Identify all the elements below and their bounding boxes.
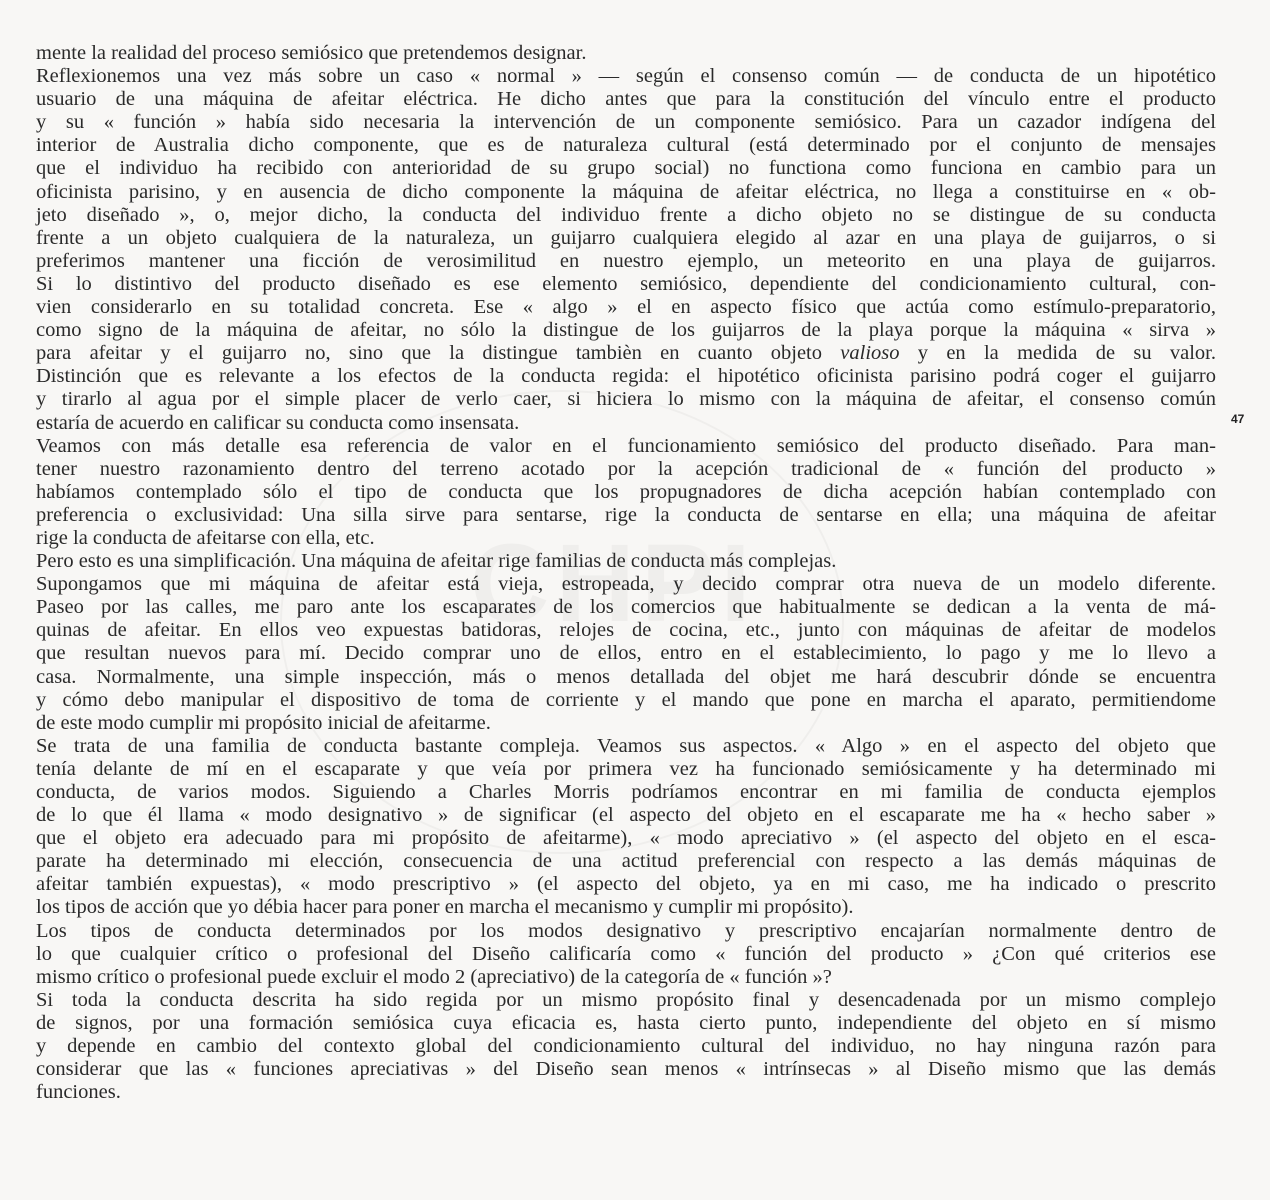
text-line: y depende en cambio del contexto global del condicionamiento cultural del individuo, no hay ninguna razón para: [36, 1035, 1216, 1058]
text-line: tener nuestro razonamiento dentro del terreno acotado por la acepción tradicional de « función del producto »: [36, 457, 1216, 480]
text-line: jeto diseñado », o, mejor dicho, la conducta del individuo frente a dicho objeto no se distingue de su conducta: [36, 203, 1216, 226]
text-line: habíamos contemplado sólo el tipo de conducta que los propugnadores de dicha acepción habían contemplado con: [36, 480, 1216, 503]
text-line: usuario de una máquina de afeitar eléctrica. He dicho antes que para la constitución del vínculo entre el producto: [36, 88, 1216, 111]
text-line: lo que cualquier crítico o profesional del Diseño calificaría como « función del producto » ¿Con qué criterios ese: [36, 942, 1216, 965]
text-line: vien considerarlo en su totalidad concreta. Ese « algo » el en aspecto físico que actúa como estímulo-preparatorio,: [36, 296, 1216, 319]
text-line: y cómo debo manipular el dispositivo de toma de corriente y el mando que pone en marcha el aparato, permitiendome: [36, 688, 1216, 711]
text-line: que el individuo ha recibido con anterioridad de su grupo social) no functiona como funciona en cambio para un: [36, 157, 1216, 180]
text-line: Supongamos que mi máquina de afeitar está vieja, estropeada, y decido comprar otra nueva de un modelo diferente.: [36, 573, 1216, 596]
text-line: Paseo por las calles, me paro ante los escaparates de los comercios que habitualmente se dedican a la venta de má-: [36, 596, 1216, 619]
text-line: y su « función » había sido necesaria la intervención de un componente semiósico. Para un cazador indígena del: [36, 111, 1216, 134]
text-line: oficinista parisino, y en ausencia de dicho componente la máquina de afeitar eléctrica, no llega a constituirse en « ob-: [36, 180, 1216, 203]
text-line: interior de Australia dicho componente, que es de naturaleza cultural (está determinado por el conjunto de mensajes: [36, 134, 1216, 157]
text-line: tenía delante de mí en el escaparate y que veía por primera vez ha funcionado semiósicamente y ha determinado mi: [36, 757, 1216, 780]
text-line: mente la realidad del proceso semiósico que pretendemos designar.: [36, 42, 587, 64]
text-line: de signos, por una formación semiósica cuya eficacia es, hasta cierto punto, independiente del objeto en sí mismo: [36, 1011, 1216, 1034]
text-line: preferencia o exclusividad: Una silla sirve para sentarse, rige la conducta de sentarse en ella; una máquina de afeitar: [36, 503, 1216, 526]
text-line: para afeitar y el guijarro no, sino que la distingue tambièn en cuanto objeto valioso y en la medida de su valor.: [36, 342, 1216, 365]
text-line: Distinción que es relevante a los efectos de la conducta regida: el hipotético oficinista parisino podrá coger el guijarro: [36, 365, 1216, 388]
text-line: preferimos mantener una ficción de verosimilitud en nuestro ejemplo, un meteorito en una playa de guijarros.: [36, 249, 1216, 272]
text-line: Si toda la conducta descrita ha sido regida por un mismo propósito final y desencadenada por un mismo complejo: [36, 988, 1216, 1011]
text-line: funciones.: [36, 1081, 121, 1104]
text-line: parate ha determinado mi elección, consecuencia de una actitud preferencial con respecto a las demás máquinas de: [36, 850, 1216, 873]
text-line: Veamos con más detalle esa referencia de valor en el funcionamiento semiósico del producto diseñado. Para man-: [36, 434, 1216, 457]
body-text: [36, 42, 1216, 1104]
text-line: Los tipos de conducta determinados por los modos designativo y prescriptivo encajarían normalmente dentro de: [36, 919, 1216, 942]
text-line: considerar que las « funciones apreciativas » del Diseño sean menos « intrínsecas » al Diseño mismo que las demás: [36, 1058, 1216, 1081]
emphasis-word: valioso: [840, 342, 900, 365]
text-line: y tirarlo al agua por el simple placer de verlo caer, si hiciera lo mismo con la máquina de afeitar, el consenso común: [36, 388, 1216, 411]
text-line: Reflexionemos una vez más sobre un caso « normal » — según el consenso común — de conducta de un hipotético: [36, 65, 1216, 88]
text-line: mismo crítico o profesional puede excluir el modo 2 (apreciativo) de la categoría de « función »?: [36, 965, 832, 988]
text-line: Se trata de una familia de conducta bastante compleja. Veamos sus aspectos. « Algo » en el aspecto del objeto que: [36, 734, 1216, 757]
text-line: quinas de afeitar. En ellos veo expuestas batidoras, relojes de cocina, etc., junto con máquinas de afeitar de modelos: [36, 619, 1216, 642]
text-line: conducta, de varios modos. Siguiendo a Charles Morris podríamos encontrar en mi familia de conducta ejemplos: [36, 781, 1216, 803]
text-line: que resultan nuevos para mí. Decido comprar uno de ellos, entro en el establecimiento, lo pago y me lo llevo a: [36, 642, 1216, 665]
text-line: de lo que él llama « modo designativo » de significar (el aspecto del objeto en el escaparate me ha « hecho saber »: [36, 804, 1216, 827]
text-line: afeitar también expuestas), « modo prescriptivo » (el aspecto del objeto, ya en mi caso, me ha indicado o prescrito: [36, 873, 1216, 896]
text-line: frente a un objeto cualquiera de la naturaleza, un guijarro cualquiera elegido al azar en una playa de guijarros, o si: [36, 226, 1216, 249]
text-line: casa. Normalmente, una simple inspección, más o menos detallada del objet me hará descubrir dónde se encuentra: [36, 665, 1216, 688]
text-line: Pero esto es una simplificación. Una máquina de afeitar rige familias de conducta más complejas.: [36, 550, 837, 573]
text-line: Si lo distintivo del producto diseñado es ese elemento semiósico, dependiente del condicionamiento cultural, con-: [36, 272, 1216, 295]
text-line: de este modo cumplir mi propósito inicial de afeitarme.: [36, 711, 491, 734]
text-line: rige la conducta de afeitarse con ella, etc.: [36, 526, 375, 549]
page-number: 47: [1231, 412, 1245, 426]
text-line: que el objeto era adecuado para mi propósito de afeitarme), « modo apreciativo » (el aspecto del objeto en el esca-: [36, 827, 1216, 850]
text-line: estaría de acuerdo en calificar su conducta como insensata.: [36, 411, 520, 434]
text-line: como signo de la máquina de afeitar, no sólo la distingue de los guijarros de la playa porque la máquina « sirva »: [36, 319, 1216, 342]
text-line: los tipos de acción que yo débia hacer para poner en marcha el mecanismo y cumplir mi propósito).: [36, 896, 854, 919]
